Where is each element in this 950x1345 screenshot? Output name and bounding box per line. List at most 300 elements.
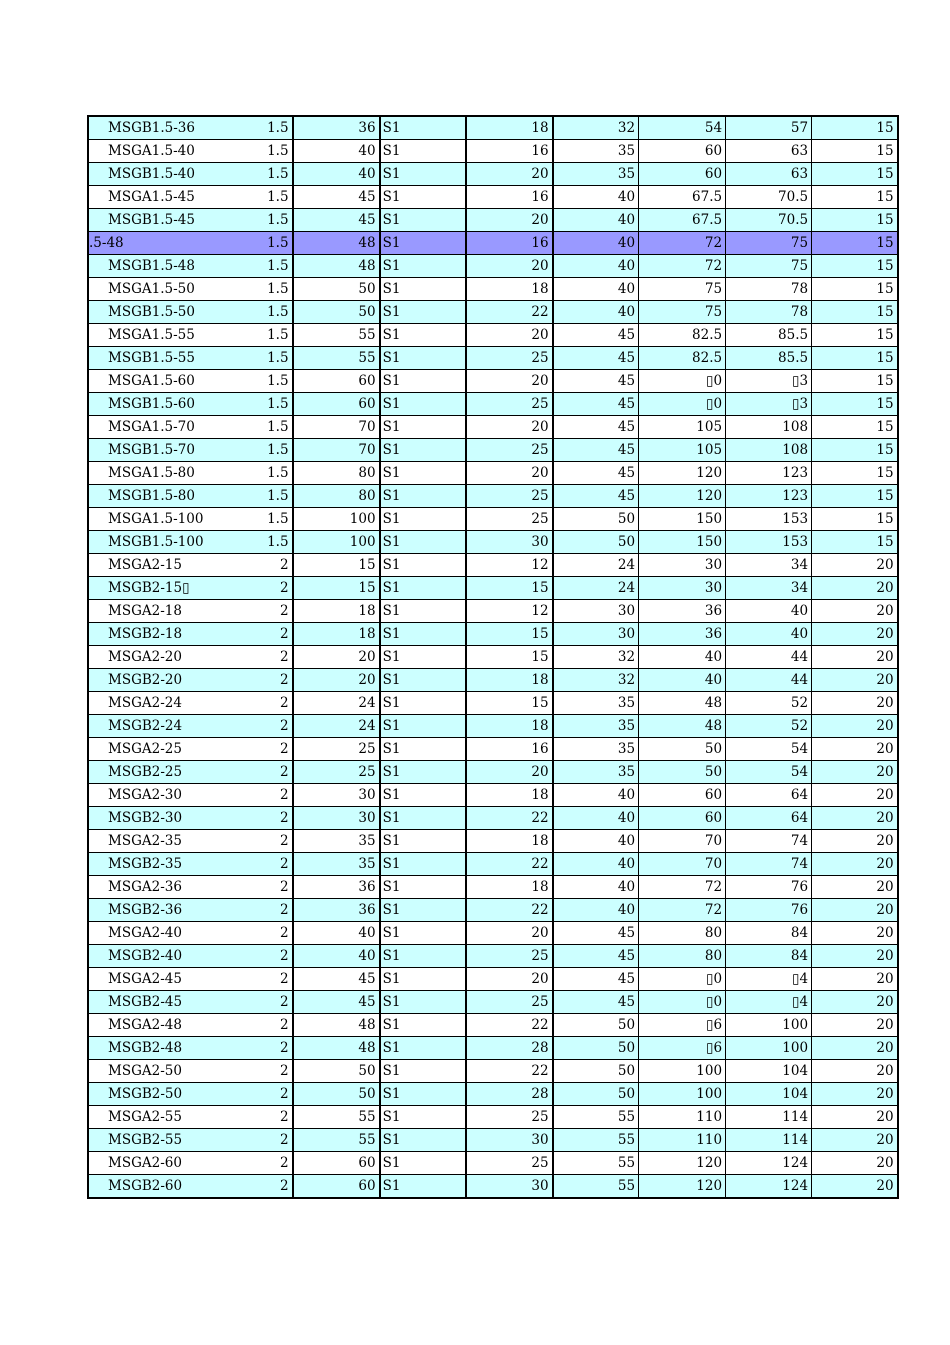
table-row[interactable] [88, 116, 898, 140]
table-row[interactable] [88, 232, 898, 255]
cell-f[interactable]: 20 [812, 1014, 898, 1037]
cell-f[interactable]: 20 [812, 968, 898, 991]
cell-e[interactable]: 104 [726, 1083, 812, 1106]
cell-code[interactable]: S1 [380, 370, 466, 393]
cell-f[interactable]: 15 [812, 232, 898, 255]
cell-model[interactable]: MSGB2-55 [88, 1129, 207, 1152]
cell-f[interactable]: 20 [812, 945, 898, 968]
cell-length[interactable]: 25 [293, 738, 380, 761]
cell-c[interactable]: 60 [639, 784, 726, 807]
cell-b[interactable]: 32 [553, 116, 639, 140]
table-row[interactable] [88, 968, 898, 991]
cell-b[interactable]: 45 [553, 370, 639, 393]
cell-length[interactable]: 55 [293, 1129, 380, 1152]
cell-model[interactable]: MSGB2-30 [88, 807, 207, 830]
cell-a[interactable]: 30 [466, 1129, 553, 1152]
cell-model[interactable]: MSGB2-20 [88, 669, 207, 692]
cell-code[interactable]: S1 [380, 830, 466, 853]
cell-length[interactable]: 48 [293, 1014, 380, 1037]
cell-diameter[interactable]: 2 [207, 853, 293, 876]
cell-b[interactable]: 35 [553, 163, 639, 186]
cell-diameter[interactable]: 2 [207, 899, 293, 922]
cell-a[interactable]: 20 [466, 761, 553, 784]
cell-c[interactable]: ▯0 [639, 393, 726, 416]
cell-model[interactable]: MSGB1.5-60 [88, 393, 207, 416]
cell-length[interactable]: 30 [293, 784, 380, 807]
table-row[interactable] [88, 646, 898, 669]
table-row[interactable] [88, 692, 898, 715]
cell-model[interactable]: MSGB2-15▯ [88, 577, 207, 600]
cell-a[interactable]: 28 [466, 1037, 553, 1060]
cell-a[interactable]: 22 [466, 1060, 553, 1083]
cell-model[interactable]: MSGA2-50 [88, 1060, 207, 1083]
cell-e[interactable]: 114 [726, 1129, 812, 1152]
cell-code[interactable]: S1 [380, 669, 466, 692]
cell-c[interactable]: 72 [639, 255, 726, 278]
cell-a[interactable]: 25 [466, 945, 553, 968]
cell-b[interactable]: 45 [553, 968, 639, 991]
cell-length[interactable]: 55 [293, 347, 380, 370]
cell-b[interactable]: 50 [553, 531, 639, 554]
cell-model[interactable]: MSGA2-36 [88, 876, 207, 899]
cell-model[interactable]: MSGA1.5-55 [88, 324, 207, 347]
cell-e[interactable]: 100 [726, 1014, 812, 1037]
cell-model[interactable]: MSGA2-24 [88, 692, 207, 715]
cell-e[interactable]: 76 [726, 899, 812, 922]
cell-a[interactable]: 25 [466, 1106, 553, 1129]
table-row[interactable] [88, 669, 898, 692]
cell-b[interactable]: 40 [553, 278, 639, 301]
cell-e[interactable]: 123 [726, 485, 812, 508]
cell-diameter[interactable]: 2 [207, 945, 293, 968]
cell-code[interactable]: S1 [380, 623, 466, 646]
cell-b[interactable]: 40 [553, 301, 639, 324]
cell-c[interactable]: 105 [639, 439, 726, 462]
cell-e[interactable]: ▯3 [726, 393, 812, 416]
cell-c[interactable]: 105 [639, 416, 726, 439]
cell-code[interactable]: S1 [380, 209, 466, 232]
cell-length[interactable]: 36 [293, 116, 380, 140]
cell-model[interactable]: MSGB2-48 [88, 1037, 207, 1060]
table-row[interactable] [88, 784, 898, 807]
cell-diameter[interactable]: 1.5 [207, 186, 293, 209]
cell-code[interactable]: S1 [380, 347, 466, 370]
cell-diameter[interactable]: 2 [207, 991, 293, 1014]
cell-a[interactable]: 22 [466, 899, 553, 922]
cell-e[interactable]: 44 [726, 646, 812, 669]
cell-model[interactable]: MSGA2-30 [88, 784, 207, 807]
table-row[interactable] [88, 577, 898, 600]
table-row[interactable] [88, 347, 898, 370]
cell-a[interactable]: 15 [466, 623, 553, 646]
cell-code[interactable]: S1 [380, 1106, 466, 1129]
table-row[interactable] [88, 554, 898, 577]
cell-model[interactable]: MSGA1.5-70 [88, 416, 207, 439]
cell-diameter[interactable]: 1.5 [207, 255, 293, 278]
cell-a[interactable]: 15 [466, 577, 553, 600]
cell-b[interactable]: 35 [553, 761, 639, 784]
cell-f[interactable]: 20 [812, 669, 898, 692]
cell-b[interactable]: 40 [553, 876, 639, 899]
cell-c[interactable]: ▯0 [639, 991, 726, 1014]
cell-model[interactable]: MSGA2-55 [88, 1106, 207, 1129]
cell-a[interactable]: 20 [466, 324, 553, 347]
cell-length[interactable]: 50 [293, 1083, 380, 1106]
cell-model[interactable]: MSGB2-60 [88, 1175, 207, 1199]
cell-diameter[interactable]: 2 [207, 669, 293, 692]
cell-model[interactable]: MSGA1.5-100 [88, 508, 207, 531]
cell-c[interactable]: 72 [639, 232, 726, 255]
cell-f[interactable]: 20 [812, 807, 898, 830]
cell-a[interactable]: 15 [466, 646, 553, 669]
cell-c[interactable]: 82.5 [639, 324, 726, 347]
cell-f[interactable]: 20 [812, 1175, 898, 1199]
cell-length[interactable]: 40 [293, 140, 380, 163]
cell-code[interactable]: S1 [380, 922, 466, 945]
cell-code[interactable]: S1 [380, 600, 466, 623]
cell-c[interactable]: 120 [639, 485, 726, 508]
cell-c[interactable]: 100 [639, 1083, 726, 1106]
cell-a[interactable]: 15 [466, 692, 553, 715]
cell-code[interactable]: S1 [380, 577, 466, 600]
cell-e[interactable]: 78 [726, 278, 812, 301]
cell-model[interactable]: MSGA2-35 [88, 830, 207, 853]
cell-f[interactable]: 20 [812, 577, 898, 600]
cell-b[interactable]: 45 [553, 393, 639, 416]
cell-b[interactable]: 24 [553, 577, 639, 600]
cell-a[interactable]: 18 [466, 669, 553, 692]
cell-length[interactable]: 70 [293, 439, 380, 462]
cell-e[interactable]: 70.5 [726, 186, 812, 209]
cell-e[interactable]: 84 [726, 945, 812, 968]
cell-length[interactable]: 36 [293, 876, 380, 899]
cell-diameter[interactable]: 2 [207, 830, 293, 853]
table-row[interactable] [88, 393, 898, 416]
cell-c[interactable]: 67.5 [639, 209, 726, 232]
cell-code[interactable]: S1 [380, 784, 466, 807]
cell-e[interactable]: 34 [726, 554, 812, 577]
cell-b[interactable]: 35 [553, 738, 639, 761]
table-row[interactable] [88, 416, 898, 439]
cell-diameter[interactable]: 2 [207, 577, 293, 600]
cell-e[interactable]: 78 [726, 301, 812, 324]
cell-c[interactable]: 75 [639, 278, 726, 301]
cell-length[interactable]: 24 [293, 692, 380, 715]
cell-e[interactable]: 85.5 [726, 347, 812, 370]
cell-c[interactable]: ▯6 [639, 1037, 726, 1060]
cell-diameter[interactable]: 1.5 [207, 416, 293, 439]
cell-e[interactable]: 52 [726, 692, 812, 715]
cell-a[interactable]: 16 [466, 140, 553, 163]
cell-f[interactable]: 15 [812, 140, 898, 163]
cell-model[interactable]: MSGB1.5-100 [88, 531, 207, 554]
table-row[interactable] [88, 209, 898, 232]
cell-diameter[interactable]: 1.5 [207, 439, 293, 462]
cell-e[interactable]: 64 [726, 784, 812, 807]
table-row[interactable] [88, 1014, 898, 1037]
cell-c[interactable]: 75 [639, 301, 726, 324]
cell-f[interactable]: 20 [812, 1083, 898, 1106]
cell-code[interactable]: S1 [380, 531, 466, 554]
cell-length[interactable]: 30 [293, 807, 380, 830]
cell-a[interactable]: 20 [466, 416, 553, 439]
cell-length[interactable]: 25 [293, 761, 380, 784]
cell-e[interactable]: 63 [726, 140, 812, 163]
table-row[interactable] [88, 370, 898, 393]
cell-code[interactable]: S1 [380, 439, 466, 462]
cell-code[interactable]: S1 [380, 1014, 466, 1037]
cell-diameter[interactable]: 2 [207, 968, 293, 991]
cell-c[interactable]: 72 [639, 899, 726, 922]
cell-diameter[interactable]: 1.5 [207, 485, 293, 508]
cell-b[interactable]: 45 [553, 485, 639, 508]
cell-length[interactable]: 45 [293, 968, 380, 991]
table-row[interactable] [88, 830, 898, 853]
cell-diameter[interactable]: 2 [207, 807, 293, 830]
cell-code[interactable]: S1 [380, 140, 466, 163]
cell-model[interactable]: MSGB2-18 [88, 623, 207, 646]
cell-b[interactable]: 32 [553, 669, 639, 692]
cell-length[interactable]: 18 [293, 600, 380, 623]
cell-diameter[interactable]: 2 [207, 876, 293, 899]
cell-code[interactable]: S1 [380, 876, 466, 899]
cell-diameter[interactable]: 2 [207, 1152, 293, 1175]
cell-e[interactable]: 74 [726, 830, 812, 853]
cell-b[interactable]: 50 [553, 1083, 639, 1106]
cell-model[interactable]: MSGB1.5-48 [88, 255, 207, 278]
cell-b[interactable]: 35 [553, 715, 639, 738]
cell-e[interactable]: ▯4 [726, 991, 812, 1014]
cell-a[interactable]: 18 [466, 876, 553, 899]
cell-e[interactable]: 104 [726, 1060, 812, 1083]
cell-diameter[interactable]: 2 [207, 922, 293, 945]
table-row[interactable] [88, 853, 898, 876]
cell-c[interactable]: 40 [639, 646, 726, 669]
cell-c[interactable]: 60 [639, 807, 726, 830]
cell-model[interactable]: MSGA1.5-80 [88, 462, 207, 485]
cell-b[interactable]: 40 [553, 853, 639, 876]
cell-code[interactable]: S1 [380, 692, 466, 715]
cell-b[interactable]: 40 [553, 209, 639, 232]
cell-f[interactable]: 15 [812, 116, 898, 140]
cell-e[interactable]: 153 [726, 531, 812, 554]
cell-e[interactable]: ▯4 [726, 968, 812, 991]
table-row[interactable] [88, 623, 898, 646]
cell-diameter[interactable]: 1.5 [207, 508, 293, 531]
cell-length[interactable]: 40 [293, 945, 380, 968]
cell-model[interactable]: MSGA1.5-60 [88, 370, 207, 393]
cell-a[interactable]: 20 [466, 370, 553, 393]
cell-c[interactable]: 67.5 [639, 186, 726, 209]
cell-c[interactable]: ▯0 [639, 968, 726, 991]
cell-diameter[interactable]: 1.5 [207, 531, 293, 554]
cell-c[interactable]: 82.5 [639, 347, 726, 370]
cell-model[interactable]: MSGA2-25 [88, 738, 207, 761]
cell-code[interactable]: S1 [380, 508, 466, 531]
cell-a[interactable]: 22 [466, 301, 553, 324]
cell-length[interactable]: 35 [293, 830, 380, 853]
table-row[interactable] [88, 876, 898, 899]
cell-a[interactable]: 25 [466, 1152, 553, 1175]
cell-length[interactable]: 40 [293, 922, 380, 945]
cell-b[interactable]: 45 [553, 439, 639, 462]
cell-a[interactable]: 16 [466, 232, 553, 255]
table-row[interactable] [88, 600, 898, 623]
cell-code[interactable]: S1 [380, 116, 466, 140]
cell-c[interactable]: 30 [639, 577, 726, 600]
cell-c[interactable]: 150 [639, 508, 726, 531]
cell-b[interactable]: 35 [553, 140, 639, 163]
cell-a[interactable]: 25 [466, 991, 553, 1014]
cell-a[interactable]: 16 [466, 186, 553, 209]
cell-a[interactable]: 16 [466, 738, 553, 761]
cell-code[interactable]: S1 [380, 232, 466, 255]
table-row[interactable] [88, 439, 898, 462]
cell-b[interactable]: 45 [553, 922, 639, 945]
cell-a[interactable]: 22 [466, 807, 553, 830]
cell-code[interactable]: S1 [380, 163, 466, 186]
cell-length[interactable]: 55 [293, 324, 380, 347]
cell-code[interactable]: S1 [380, 807, 466, 830]
cell-a[interactable]: 20 [466, 922, 553, 945]
cell-e[interactable]: 52 [726, 715, 812, 738]
cell-a[interactable]: 18 [466, 116, 553, 140]
cell-c[interactable]: 120 [639, 1175, 726, 1199]
cell-code[interactable]: S1 [380, 462, 466, 485]
cell-f[interactable]: 20 [812, 600, 898, 623]
cell-model[interactable]: MSGA2-60 [88, 1152, 207, 1175]
cell-length[interactable]: 15 [293, 554, 380, 577]
cell-model[interactable]: MSGB2-24 [88, 715, 207, 738]
cell-diameter[interactable]: 2 [207, 600, 293, 623]
cell-b[interactable]: 55 [553, 1175, 639, 1199]
cell-model[interactable]: MSGA1.5-45 [88, 186, 207, 209]
cell-a[interactable]: 20 [466, 968, 553, 991]
cell-diameter[interactable]: 1.5 [207, 278, 293, 301]
cell-diameter[interactable]: 1.5 [207, 209, 293, 232]
cell-code[interactable]: S1 [380, 1060, 466, 1083]
cell-length[interactable]: 36 [293, 899, 380, 922]
cell-length[interactable]: 80 [293, 485, 380, 508]
cell-diameter[interactable]: 1.5 [207, 140, 293, 163]
table-row[interactable] [88, 1175, 898, 1199]
table-row[interactable] [88, 945, 898, 968]
cell-c[interactable]: 60 [639, 163, 726, 186]
cell-model[interactable]: MSGB2-35 [88, 853, 207, 876]
cell-length[interactable]: 100 [293, 531, 380, 554]
cell-model[interactable]: MSGB2-45 [88, 991, 207, 1014]
table-row[interactable] [88, 508, 898, 531]
cell-length[interactable]: 60 [293, 393, 380, 416]
cell-model[interactable]: MSGB1.5-55 [88, 347, 207, 370]
cell-code[interactable]: S1 [380, 945, 466, 968]
cell-c[interactable]: 36 [639, 623, 726, 646]
cell-e[interactable]: 63 [726, 163, 812, 186]
cell-b[interactable]: 32 [553, 646, 639, 669]
cell-e[interactable]: 40 [726, 623, 812, 646]
cell-length[interactable]: 18 [293, 623, 380, 646]
cell-f[interactable]: 20 [812, 1152, 898, 1175]
cell-f[interactable]: 20 [812, 715, 898, 738]
cell-length[interactable]: 60 [293, 1175, 380, 1199]
cell-a[interactable]: 25 [466, 393, 553, 416]
cell-b[interactable]: 40 [553, 255, 639, 278]
cell-f[interactable]: 15 [812, 462, 898, 485]
cell-b[interactable]: 45 [553, 462, 639, 485]
cell-a[interactable]: 20 [466, 209, 553, 232]
cell-e[interactable]: 76 [726, 876, 812, 899]
cell-b[interactable]: 45 [553, 347, 639, 370]
cell-e[interactable]: 75 [726, 232, 812, 255]
cell-a[interactable]: 20 [466, 462, 553, 485]
cell-diameter[interactable]: 2 [207, 646, 293, 669]
cell-diameter[interactable]: 2 [207, 715, 293, 738]
cell-c[interactable]: 80 [639, 945, 726, 968]
cell-f[interactable]: 15 [812, 301, 898, 324]
cell-model[interactable]: MSGB1.5-50 [88, 301, 207, 324]
cell-e[interactable]: 54 [726, 738, 812, 761]
cell-code[interactable]: S1 [380, 738, 466, 761]
cell-diameter[interactable]: 2 [207, 1129, 293, 1152]
cell-b[interactable]: 40 [553, 807, 639, 830]
cell-c[interactable]: 50 [639, 761, 726, 784]
cell-length[interactable]: 45 [293, 186, 380, 209]
cell-a[interactable]: 18 [466, 784, 553, 807]
cell-a[interactable]: 25 [466, 508, 553, 531]
cell-c[interactable]: 48 [639, 692, 726, 715]
cell-code[interactable]: S1 [380, 416, 466, 439]
table-row[interactable] [88, 140, 898, 163]
cell-length[interactable]: 100 [293, 508, 380, 531]
cell-code[interactable]: S1 [380, 554, 466, 577]
cell-f[interactable]: 20 [812, 646, 898, 669]
cell-diameter[interactable]: 2 [207, 784, 293, 807]
cell-model[interactable]: MSGB2-36 [88, 899, 207, 922]
cell-f[interactable]: 15 [812, 393, 898, 416]
cell-f[interactable]: 15 [812, 209, 898, 232]
cell-b[interactable]: 30 [553, 600, 639, 623]
cell-model[interactable]: MSGB2-40 [88, 945, 207, 968]
table-row[interactable] [88, 1037, 898, 1060]
cell-length[interactable]: 20 [293, 646, 380, 669]
cell-c[interactable]: 36 [639, 600, 726, 623]
cell-length[interactable]: 45 [293, 209, 380, 232]
cell-length[interactable]: 50 [293, 1060, 380, 1083]
cell-e[interactable]: 74 [726, 853, 812, 876]
cell-a[interactable]: 30 [466, 1175, 553, 1199]
cell-model[interactable]: MSGB2-25 [88, 761, 207, 784]
cell-a[interactable]: 12 [466, 554, 553, 577]
cell-c[interactable]: 100 [639, 1060, 726, 1083]
cell-c[interactable]: ▯0 [639, 370, 726, 393]
cell-f[interactable]: 20 [812, 623, 898, 646]
cell-b[interactable]: 45 [553, 416, 639, 439]
cell-e[interactable]: 124 [726, 1152, 812, 1175]
cell-model[interactable]: MSGA2-15 [88, 554, 207, 577]
cell-e[interactable]: ▯3 [726, 370, 812, 393]
table-row[interactable] [88, 186, 898, 209]
cell-b[interactable]: 55 [553, 1152, 639, 1175]
table-row[interactable] [88, 531, 898, 554]
cell-b[interactable]: 40 [553, 830, 639, 853]
cell-b[interactable]: 40 [553, 232, 639, 255]
cell-f[interactable]: 20 [812, 853, 898, 876]
cell-diameter[interactable]: 2 [207, 1106, 293, 1129]
table-row[interactable] [88, 807, 898, 830]
cell-model[interactable]: MSGB1.5-80 [88, 485, 207, 508]
cell-c[interactable]: 150 [639, 531, 726, 554]
table-row[interactable] [88, 991, 898, 1014]
